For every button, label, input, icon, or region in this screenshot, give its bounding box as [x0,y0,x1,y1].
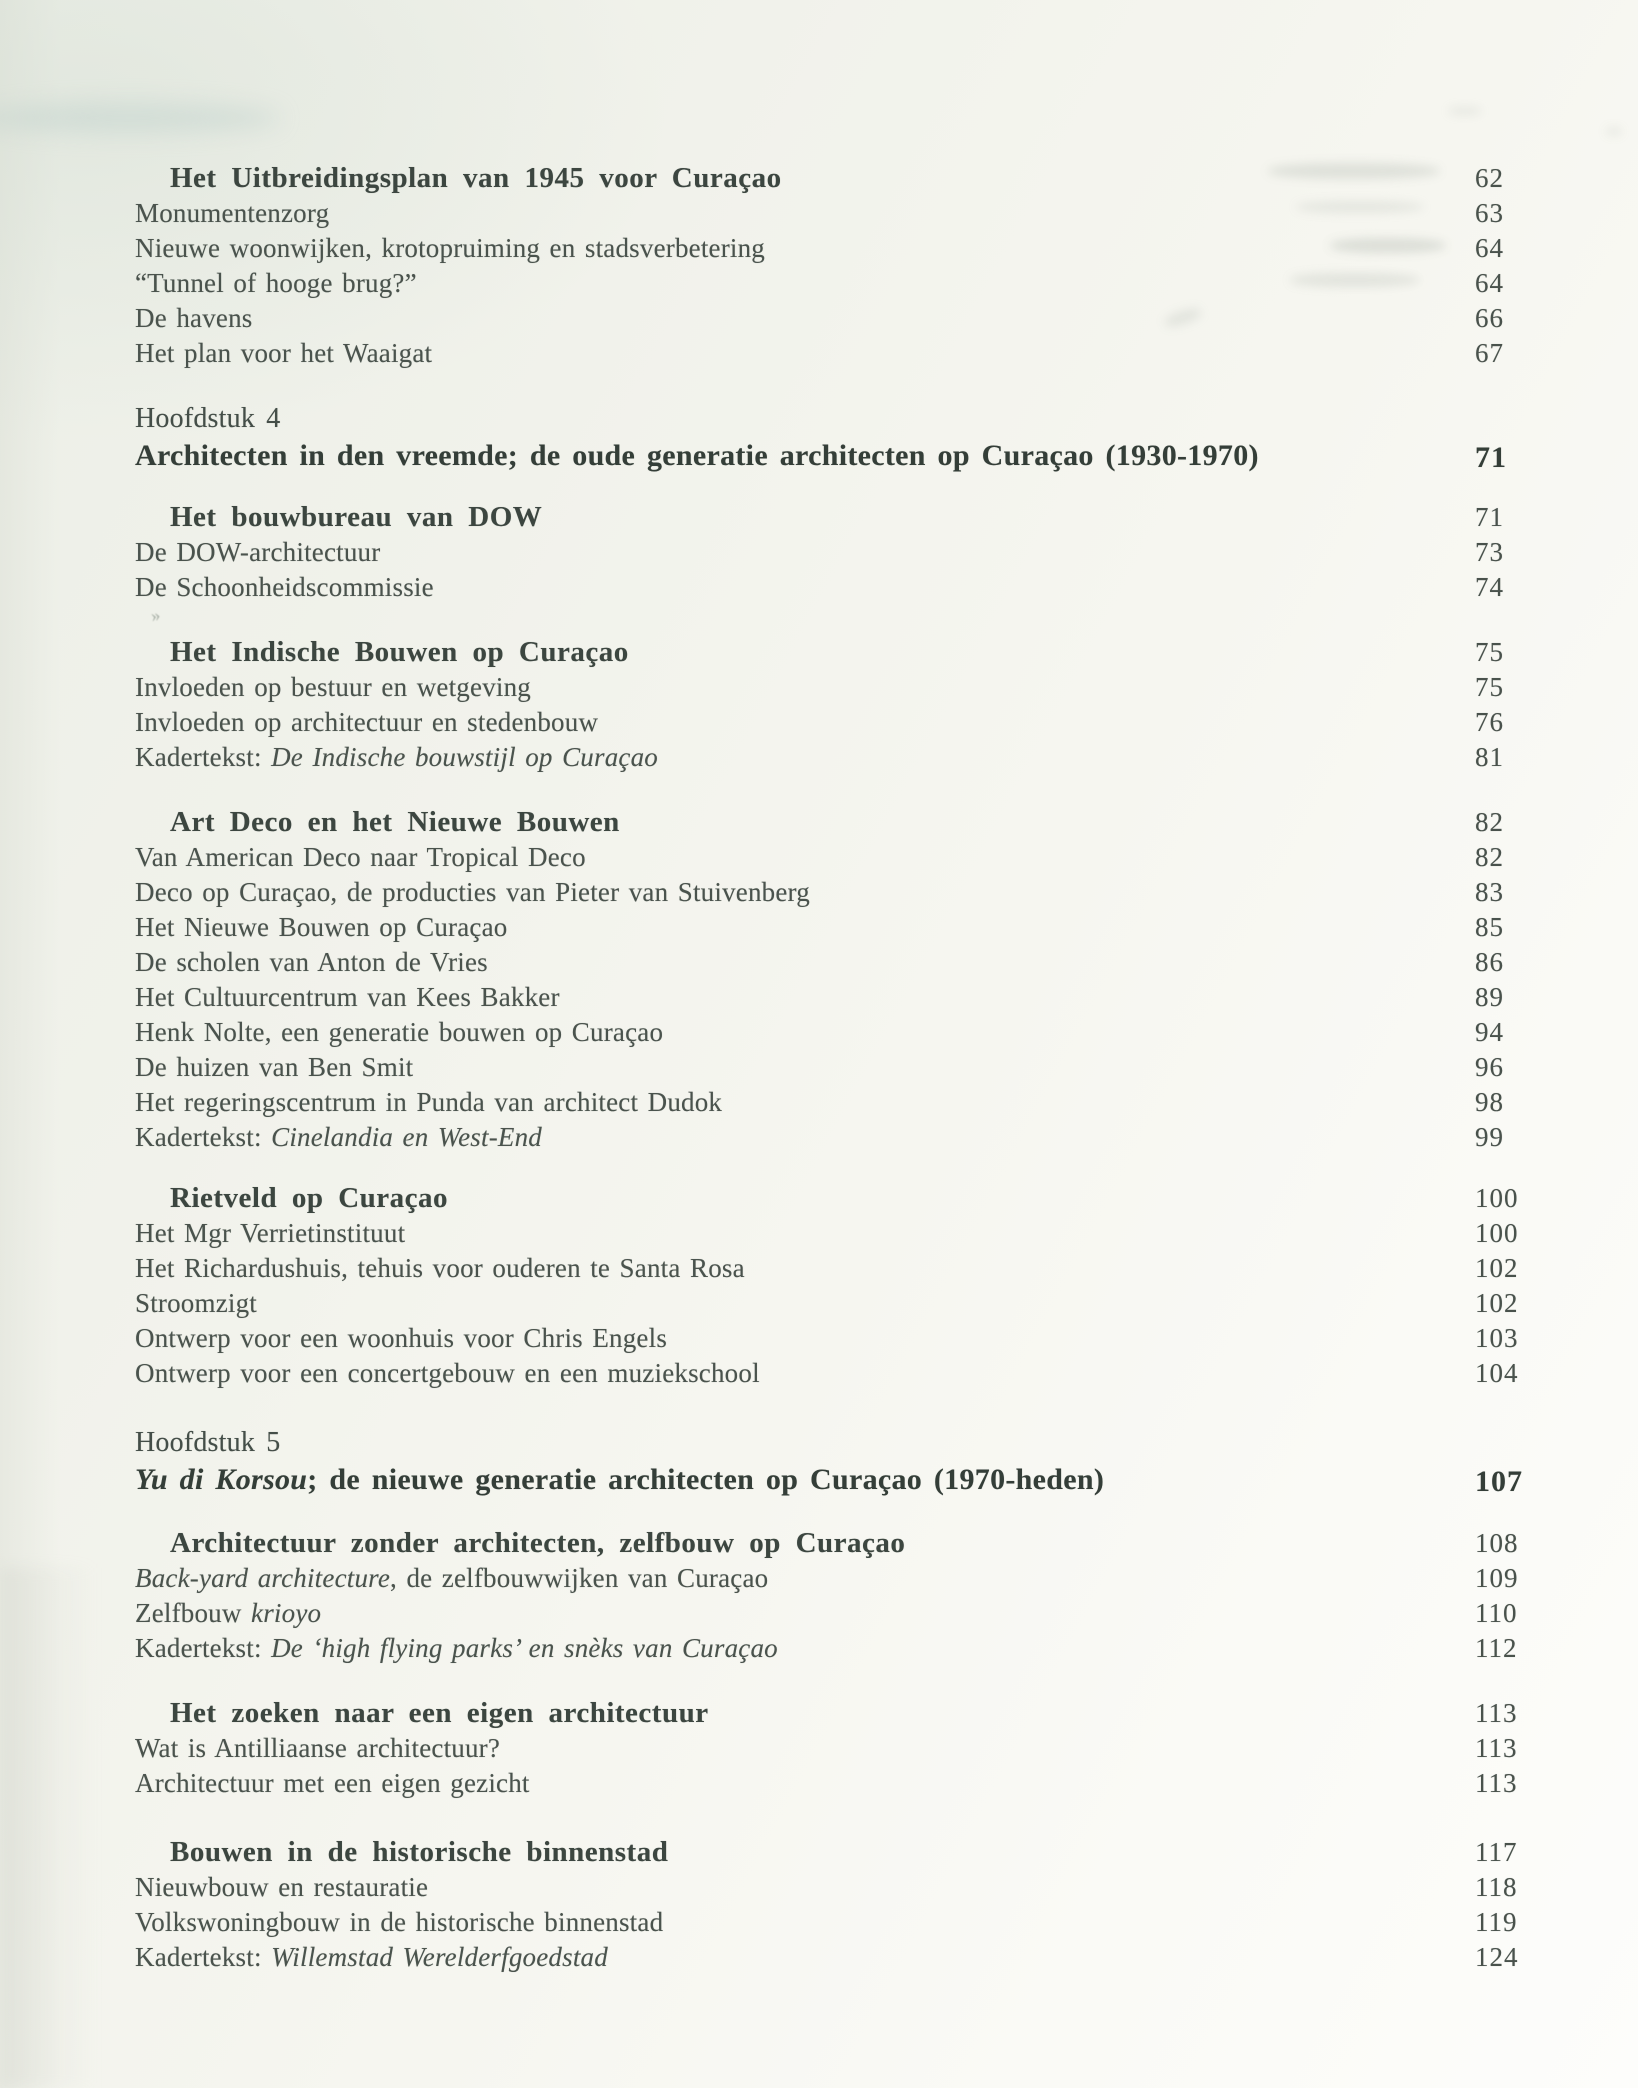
toc-entry-label [135,1563,768,1593]
toc-entry-page-number: 112 [1475,1633,1518,1663]
toc-entry-page-number: 96 [1475,1052,1504,1082]
toc-entry-label-part: Het Uitbreidingsplan van 1945 voor Curaçao [170,162,782,194]
toc-entry-row [135,266,1575,301]
toc-entry-label [170,501,542,533]
toc-entry-label [135,1218,405,1248]
toc-section-block [135,500,1575,605]
toc-entry-label [135,1017,663,1047]
toc-entry-label-part: Volkswoningbouw in de historische binnenstad [135,1907,664,1937]
toc-entry-label [135,842,586,872]
toc-entry-label [135,338,432,368]
toc-entry-label [135,1907,663,1937]
toc-section-heading-row [135,1181,1575,1216]
toc-entry-label [170,1182,448,1214]
toc-section-heading-row [135,1835,1575,1870]
toc-section-heading-row [135,635,1575,670]
toc-entry-label-part: Nieuwe woonwijken, krotopruiming en stadsverbetering [135,233,766,263]
toc-entry-label-part: , de zelfbouwwijken van Curaçao [390,1563,769,1593]
toc-entry-page-number: 110 [1475,1598,1518,1628]
toc-section-block [135,1835,1575,1975]
toc-entry-label [135,1087,722,1117]
toc-entry-row [135,1216,1575,1251]
toc-entry-label-part: Willemstad Werelderfgoedstad [271,1942,608,1972]
toc-entry-label [135,1598,321,1628]
toc-entry-row [135,1766,1575,1801]
toc-entry-label-part: De huizen van Ben Smit [135,1052,414,1082]
chapter-number-label: Hoofdstuk 4 [135,403,281,434]
toc-entry-row [135,301,1575,336]
toc-entry-label [135,1323,667,1353]
toc-entry-page-number: 113 [1475,1768,1518,1798]
toc-entry-page-number: 102 [1475,1288,1519,1318]
toc-section-block [135,161,1575,371]
toc-section-block [135,805,1575,1155]
toc-entry-label-part: krioyo [251,1598,322,1628]
toc-entry-label-part: Cinelandia en West-End [271,1122,542,1152]
toc-entry-label-part: Het regeringscentrum in Punda van architect Dudok [135,1087,723,1117]
toc-entry-page-number: 82 [1475,842,1504,872]
toc-entry-label-part: Architectuur zonder architecten, zelfbouw op Curaçao [170,1527,906,1559]
toc-entry-label-part: Kadertekst: [135,1942,272,1972]
toc-entry-label [135,1122,542,1152]
table-of-contents [135,161,1575,1975]
toc-entry-page-number: 94 [1475,1017,1504,1047]
toc-entry-label [135,572,434,602]
toc-entry-label-part: Rietveld op Curaçao [170,1182,449,1214]
toc-entry-label-part: Het zoeken naar een eigen architectuur [170,1697,709,1729]
toc-entry-page-number: 107 [1475,1465,1523,1498]
toc-entry-row [135,535,1575,570]
toc-entry-label-part: Invloeden op bestuur en wetgeving [135,672,531,702]
toc-entry-label-part: Kadertekst: [135,1633,272,1663]
toc-entry-row [135,336,1575,371]
toc-entry-label [135,672,531,702]
toc-entry-page-number: 86 [1475,947,1504,977]
toc-entry-label-part: Het Nieuwe Bouwen op Curaçao [135,912,508,942]
toc-entry-page-number: 85 [1475,912,1504,942]
toc-entry-page-number: 108 [1475,1528,1519,1558]
toc-entry-row [135,1085,1575,1120]
toc-entry-label-part: Back-yard architecture [135,1563,391,1593]
toc-entry-label [170,806,620,838]
toc-entry-label-part: Het Cultuurcentrum van Kees Bakker [135,982,560,1012]
toc-entry-label [135,1942,608,1972]
toc-entry-label-part: Henk Nolte, een generatie bouwen op Curaçao [135,1017,664,1047]
toc-entry-label-part: ; de nieuwe generatie architecten op Curaçao (1970-heden) [307,1463,1105,1496]
toc-entry-label-part: Bouwen in de historische binnenstad [170,1836,669,1868]
toc-entry-label-part: Kadertekst: [135,1122,272,1152]
toc-entry-page-number: 99 [1475,1122,1504,1152]
toc-section-heading-row [135,161,1575,196]
toc-entry-label [135,1633,778,1663]
toc-entry-label [170,1527,905,1559]
toc-entry-page-number: 71 [1475,441,1507,474]
toc-entry-page-number: 83 [1475,877,1504,907]
toc-entry-label [170,636,629,668]
toc-entry-label [135,198,329,228]
toc-entry-row [135,840,1575,875]
toc-entry-row [135,1905,1575,1940]
toc-entry-row [135,1596,1575,1631]
toc-entry-page-number: 113 [1475,1698,1518,1728]
toc-entry-row [135,1870,1575,1905]
toc-entry-label-part: De scholen van Anton de Vries [135,947,488,977]
printers-mark: » [149,604,162,626]
toc-entry-label [135,742,658,772]
toc-entry-row [135,1631,1575,1666]
toc-section-heading-row [135,1526,1575,1561]
toc-entry-label [135,1463,1104,1496]
toc-entry-label [135,1358,760,1388]
toc-entry-label-part: Kadertekst: [135,742,272,772]
toc-entry-page-number: 81 [1475,742,1504,772]
toc-entry-label [135,233,765,263]
toc-entry-row [135,705,1575,740]
toc-entry-label [170,1697,709,1729]
toc-entry-page-number: 118 [1475,1872,1518,1902]
toc-entry-row [135,980,1575,1015]
toc-entry-label-part: Ontwerp voor een woonhuis voor Chris Engels [135,1323,668,1353]
toc-entry-label [135,1052,413,1082]
toc-entry-page-number: 82 [1475,807,1504,837]
toc-entry-page-number: 67 [1475,338,1504,368]
toc-entry-page-number: 103 [1475,1323,1519,1353]
toc-entry-label-part: Monumentenzorg [135,198,330,228]
toc-entry-page-number: 73 [1475,537,1504,567]
toc-entry-row [135,1731,1575,1766]
toc-entry-label-part: Ontwerp voor een concertgebouw en een muziekschool [135,1358,760,1388]
toc-entry-page-number: 100 [1475,1218,1519,1248]
toc-section-block [135,635,1575,775]
toc-entry-page-number: 109 [1475,1563,1519,1593]
toc-entry-page-number: 66 [1475,303,1504,333]
toc-entry-label-part: Het plan voor het Waaigat [135,338,433,368]
toc-entry-label [135,1288,257,1318]
toc-entry-page-number: 64 [1475,268,1504,298]
toc-entry-label-part: Yu di Korsou [135,1463,308,1496]
toc-entry-label-part: Het bouwbureau van DOW [170,501,543,533]
toc-entry-page-number: 117 [1475,1837,1518,1867]
toc-chapter-title-row [135,1460,1575,1500]
toc-section-block [135,1526,1575,1666]
toc-entry-label-part: De ‘high flying parks’ en snèks van Curaçao [271,1633,778,1663]
toc-entry-row [135,910,1575,945]
toc-entry-label-part: Zelfbouw [135,1598,252,1628]
toc-entry-page-number: 113 [1475,1733,1518,1763]
toc-entry-row [135,1015,1575,1050]
toc-chapter-block [135,401,1575,476]
toc-entry-row [135,196,1575,231]
toc-entry-page-number: 74 [1475,572,1504,602]
toc-entry-row [135,1356,1575,1391]
toc-entry-page-number: 76 [1475,707,1504,737]
toc-entry-row [135,875,1575,910]
toc-entry-row [135,231,1575,266]
chapter-number-row [135,1425,1575,1460]
toc-entry-label-part: De havens [135,303,253,333]
toc-entry-label [135,707,598,737]
toc-section-block [135,1181,1575,1391]
toc-entry-row [135,945,1575,980]
toc-entry-row [135,1251,1575,1286]
bleedthrough-artifact [1448,107,1482,115]
toc-entry-label-part: Nieuwbouw en restauratie [135,1872,429,1902]
toc-entry-label [170,1836,668,1868]
toc-entry-label-part: Van American Deco naar Tropical Deco [135,842,586,872]
toc-entry-row [135,1050,1575,1085]
toc-entry-page-number: 62 [1475,163,1504,193]
toc-entry-label-part: De Schoonheidscommissie [135,572,434,602]
toc-chapter-title-row [135,436,1575,476]
toc-chapter-block [135,1425,1575,1500]
toc-entry-page-number: 102 [1475,1253,1519,1283]
toc-entry-label-part: De Indische bouwstijl op Curaçao [271,742,658,772]
toc-entry-page-number: 98 [1475,1087,1504,1117]
toc-entry-page-number: 71 [1475,502,1504,532]
toc-entry-label-part: Het Mgr Verrietinstituut [135,1218,406,1248]
toc-entry-page-number: 119 [1475,1907,1518,1937]
toc-entry-row [135,1321,1575,1356]
toc-entry-label-part: Het Richardushuis, tehuis voor ouderen te Santa Rosa [135,1253,745,1283]
toc-entry-page-number: 75 [1475,672,1504,702]
toc-section-heading-row [135,1696,1575,1731]
toc-entry-page-number: 75 [1475,637,1504,667]
toc-entry-label-part: Wat is Antilliaanse architectuur? [135,1733,501,1763]
toc-entry-label-part: Het Indische Bouwen op Curaçao [170,636,629,668]
toc-entry-label [135,1768,530,1798]
toc-entry-row [135,740,1575,775]
toc-entry-page-number: 104 [1475,1358,1519,1388]
toc-entry-label-part: Architectuur met een eigen gezicht [135,1768,530,1798]
toc-section-heading-row [135,805,1575,840]
toc-entry-label [135,982,560,1012]
toc-entry-page-number: 89 [1475,982,1504,1012]
toc-entry-page-number: 63 [1475,198,1504,228]
toc-entry-label [170,162,782,194]
toc-entry-row [135,1120,1575,1155]
toc-entry-label [135,912,508,942]
toc-entry-label-part: Architecten in den vreemde; de oude generatie architecten op Curaçao (1930-1970) [135,439,1259,472]
toc-entry-label [135,1253,745,1283]
toc-entry-label-part: Stroomzigt [135,1288,257,1318]
toc-entry-label [135,947,488,977]
toc-entry-label [135,439,1259,472]
toc-entry-label-part: Invloeden op architectuur en stedenbouw [135,707,599,737]
chapter-number-row [135,401,1575,436]
toc-entry-label-part: De DOW-architectuur [135,537,381,567]
toc-section-block [135,1696,1575,1801]
toc-entry-label [135,268,417,298]
toc-entry-label [135,1872,428,1902]
toc-entry-row [135,1940,1575,1975]
toc-entry-label-part: Deco op Curaçao, de producties van Pieter van Stuivenberg [135,877,810,907]
toc-entry-row [135,570,1575,605]
toc-entry-row [135,670,1575,705]
toc-section-heading-row [135,500,1575,535]
paper-edge-shading [0,1568,96,2088]
toc-entry-page-number: 64 [1475,233,1504,263]
toc-entry-label [135,1733,500,1763]
toc-entry-page-number: 100 [1475,1183,1519,1213]
toc-entry-label-part: Art Deco en het Nieuwe Bouwen [170,806,620,838]
toc-entry-label [135,537,380,567]
toc-entry-row [135,1286,1575,1321]
toc-entry-row [135,1561,1575,1596]
toc-entry-page-number: 124 [1475,1942,1519,1972]
paper-smudge [0,103,280,133]
bleedthrough-artifact [1606,128,1622,135]
toc-entry-label [135,877,810,907]
toc-entry-label-part: “Tunnel of hooge brug?” [135,268,417,298]
toc-entry-label [135,303,253,333]
chapter-number-label: Hoofdstuk 5 [135,1427,281,1458]
